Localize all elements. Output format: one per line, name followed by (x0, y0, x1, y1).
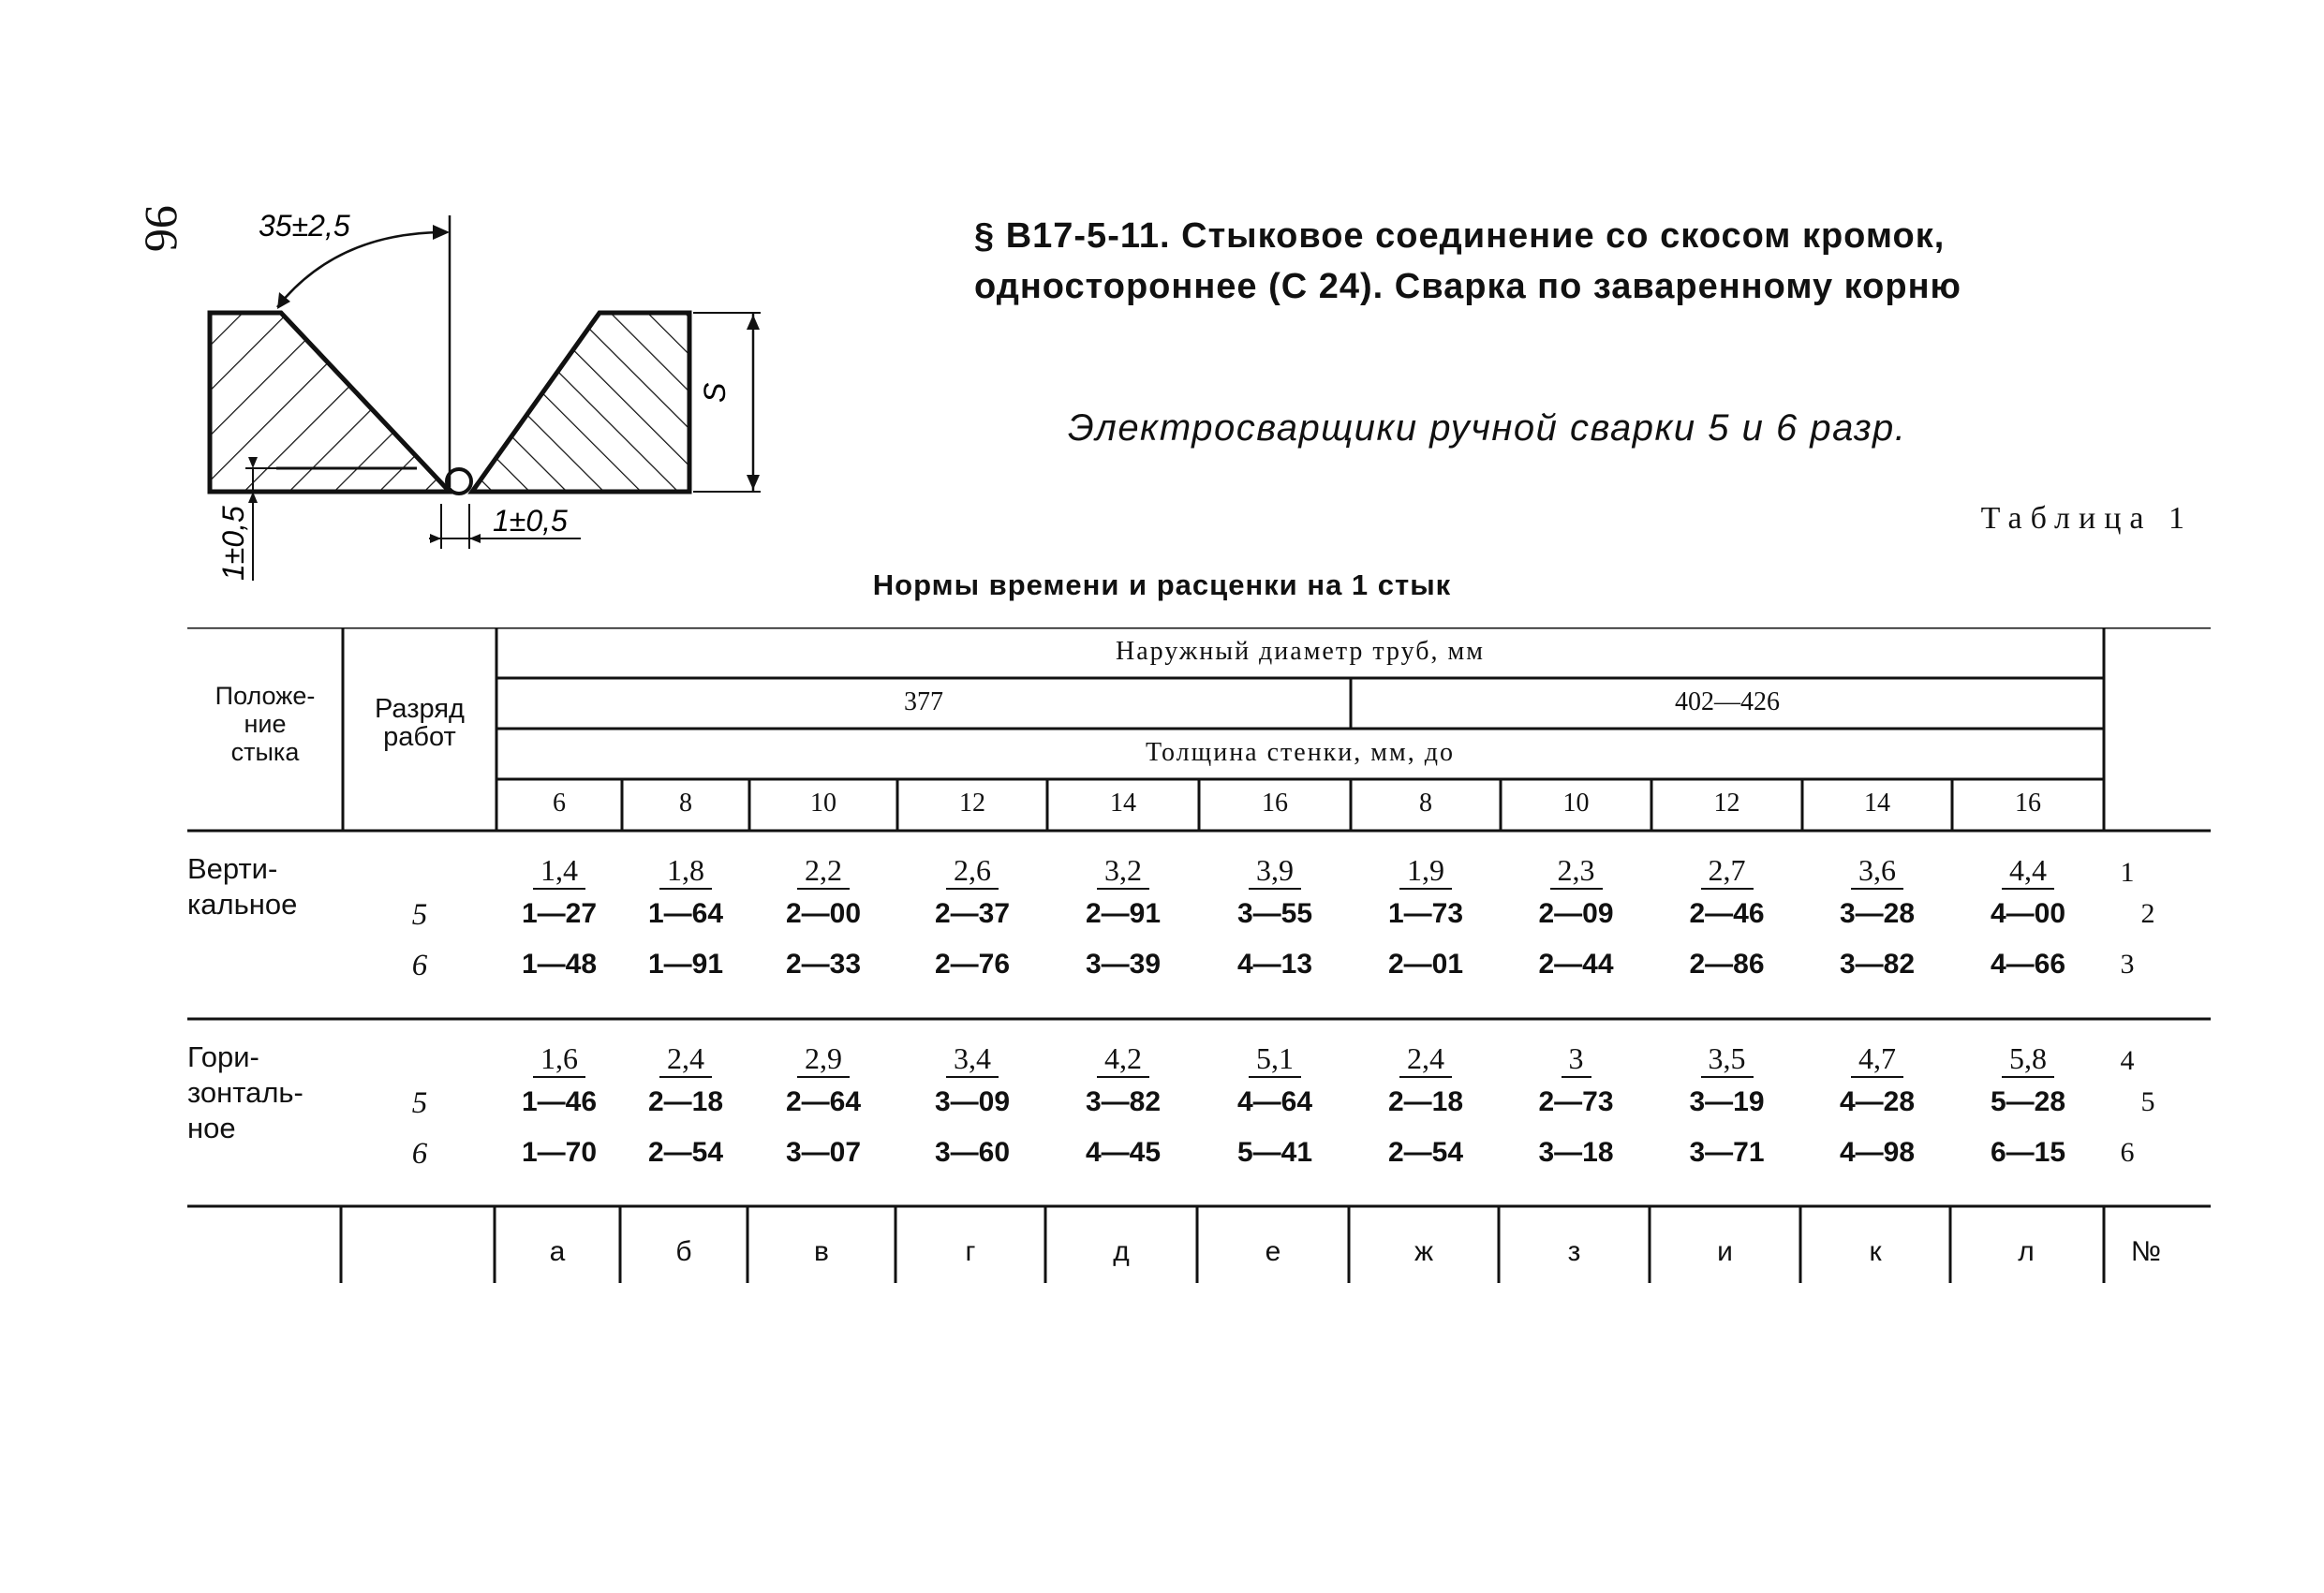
norm-value: 4,7 (1851, 1042, 1903, 1078)
norm-cell (496, 1041, 622, 1078)
price-grade5-cell: 2—37 (934, 898, 1011, 929)
price-grade5-cell: 2—73 (1538, 1086, 1614, 1117)
price-grade6-cell: 1—48 (521, 949, 598, 980)
price-grade6-cell: 2—54 (647, 1137, 724, 1168)
column-letter-6: ж (1414, 1236, 1434, 1267)
norm-value: 2,3 (1550, 854, 1603, 890)
price-grade6-cell: 2—86 (1689, 949, 1765, 980)
grade-5-1: 5 (411, 1086, 428, 1120)
header-diameter: Наружный диаметр труб, мм (1116, 637, 1485, 666)
price-grade5-cell: 2—09 (1538, 898, 1614, 929)
price-grade6-cell: 6—15 (1990, 1137, 2066, 1168)
column-letter-0: а (549, 1236, 566, 1267)
header-grade-l2: работ (383, 722, 456, 752)
right-plate (472, 313, 689, 492)
column-letter-3: г (965, 1236, 976, 1267)
norm-value: 2,2 (797, 854, 850, 890)
norm-cell (1199, 853, 1351, 890)
price-grade5-cell: 4—28 (1839, 1086, 1916, 1117)
price-grade5-cell: 3—82 (1085, 1086, 1162, 1117)
column-letter-10: л (2018, 1236, 2035, 1267)
grade-6-0: 6 (411, 949, 428, 982)
header-position-l3: стыка (230, 738, 300, 766)
norm-cell (749, 853, 897, 890)
norm-cell (749, 1041, 897, 1078)
norm-value: 5,8 (2002, 1042, 2054, 1078)
wall-thickness-9: 14 (1864, 789, 1890, 818)
price-grade6-cell: 3—71 (1689, 1137, 1765, 1168)
norm-value: 1,8 (659, 854, 712, 890)
norm-cell (622, 1041, 749, 1078)
price-grade6-cell: 2—76 (934, 949, 1011, 980)
norm-value: 1,9 (1399, 854, 1452, 890)
thickness-label: S (698, 382, 732, 403)
header-diameter-377: 377 (904, 687, 943, 716)
price-grade5-cell: 1—73 (1387, 898, 1464, 929)
price-grade6-cell: 3—18 (1538, 1137, 1614, 1168)
wall-thickness-6: 8 (1419, 789, 1432, 818)
price-grade5-cell: 1—27 (521, 898, 598, 929)
angle-label: 35±2,5 (259, 209, 350, 243)
wall-thickness-7: 10 (1562, 789, 1590, 818)
norm-cell (1047, 853, 1199, 890)
norm-value: 4,2 (1097, 1042, 1149, 1078)
workers-line: Электросварщики ручной сварки 5 и 6 разр. (1068, 407, 1907, 449)
norm-value: 2,6 (946, 854, 999, 890)
table-caption: Нормы времени и расценки на 1 стык (872, 568, 1452, 601)
table-label: Таблица 1 (1980, 501, 2193, 536)
row-number: 3 (2120, 949, 2135, 980)
norm-cell (1952, 853, 2104, 890)
norm-cell (622, 853, 749, 890)
price-grade6-cell: 2—54 (1387, 1137, 1464, 1168)
section-position-line: Верти- (187, 852, 278, 885)
wall-thickness-8: 12 (1713, 789, 1740, 818)
header-diameter-402-426: 402—426 (1675, 687, 1780, 716)
norm-value: 3,5 (1701, 1042, 1754, 1078)
price-grade6-cell: 5—41 (1236, 1137, 1313, 1168)
joint-drawing (187, 187, 787, 604)
section-position-1 (187, 1040, 303, 1146)
row-number: 2 (2140, 898, 2155, 929)
norm-cell (1199, 1041, 1351, 1078)
norm-value: 4,4 (2002, 854, 2054, 890)
norm-cell (1047, 1041, 1199, 1078)
section-position-line: кальное (187, 888, 298, 921)
norm-value: 5,1 (1249, 1042, 1301, 1078)
norm-value: 3,6 (1851, 854, 1903, 890)
gap-label: 1±0,5 (493, 504, 568, 538)
norm-value: 2,4 (659, 1042, 712, 1078)
price-grade5-cell: 3—28 (1839, 898, 1916, 929)
header-position-l2: ние (244, 710, 287, 738)
section-title (974, 211, 2080, 312)
norm-cell (1802, 1041, 1952, 1078)
wall-thickness-0: 6 (553, 789, 566, 818)
root-label: 1±0,5 (216, 506, 250, 581)
price-grade5-cell: 2—18 (647, 1086, 724, 1117)
section-position-0 (187, 851, 297, 922)
norm-cell (1651, 853, 1802, 890)
price-grade5-cell: 1—64 (647, 898, 724, 929)
price-grade6-cell: 1—70 (521, 1137, 598, 1168)
norm-value: 2,7 (1701, 854, 1754, 890)
price-grade5-cell: 2—91 (1085, 898, 1162, 929)
norm-cell (1802, 853, 1952, 890)
left-plate (210, 313, 450, 492)
header-grade-l1: Разряд (375, 694, 465, 724)
norms-table (187, 627, 2211, 1283)
price-grade6-cell: 3—07 (785, 1137, 862, 1168)
norm-cell (897, 853, 1047, 890)
header-position (187, 682, 343, 766)
norm-value: 2,4 (1399, 1042, 1452, 1078)
wall-thickness-4: 14 (1110, 789, 1136, 818)
price-grade5-cell: 3—55 (1236, 898, 1313, 929)
section-title-line1: § В17-5-11. Стыковое соединение со скосом кромок, (974, 216, 1946, 256)
price-grade6-cell: 2—44 (1538, 949, 1614, 980)
column-letter-9: к (1869, 1236, 1882, 1267)
row-number: 6 (2120, 1137, 2135, 1168)
row-number: 5 (2140, 1086, 2155, 1117)
column-letter-8: и (1717, 1236, 1733, 1267)
norm-value: 3,4 (946, 1042, 999, 1078)
price-grade5-cell: 2—64 (785, 1086, 862, 1117)
joint-drawing-svg (187, 187, 787, 599)
price-grade6-cell: 2—33 (785, 949, 862, 980)
wall-thickness-1: 8 (679, 789, 692, 818)
column-letter-4: д (1113, 1236, 1130, 1267)
column-letter-2: в (814, 1236, 829, 1267)
header-grade (343, 695, 496, 751)
price-grade5-cell: 4—64 (1236, 1086, 1313, 1117)
section-position-line: ное (187, 1112, 236, 1144)
price-grade6-cell: 2—01 (1387, 949, 1464, 980)
section-position-line: зонталь- (187, 1076, 303, 1109)
norm-cell (1501, 853, 1651, 890)
norm-value: 1,6 (533, 1042, 585, 1078)
price-grade5-cell: 2—46 (1689, 898, 1765, 929)
header-position-l1: Положе- (215, 682, 316, 710)
wall-thickness-3: 12 (959, 789, 985, 818)
grade-6-1: 6 (411, 1137, 428, 1171)
price-grade5-cell: 2—18 (1387, 1086, 1464, 1117)
norm-cell (1501, 1041, 1651, 1078)
column-letter-5: е (1265, 1236, 1281, 1267)
norm-cell (1351, 853, 1501, 890)
wall-thickness-10: 16 (2015, 789, 2041, 818)
price-grade6-cell: 4—13 (1236, 949, 1313, 980)
price-grade6-cell: 1—91 (647, 949, 724, 980)
norm-cell (1351, 1041, 1501, 1078)
norm-value: 2,9 (797, 1042, 850, 1078)
grade-5-0: 5 (411, 898, 428, 932)
price-grade5-cell: 5—28 (1990, 1086, 2066, 1117)
price-grade6-cell: 3—60 (934, 1137, 1011, 1168)
norm-value: 1,4 (533, 854, 585, 890)
row-number: 1 (2120, 857, 2135, 888)
price-grade6-cell: 3—82 (1839, 949, 1916, 980)
price-grade6-cell: 4—45 (1085, 1137, 1162, 1168)
header-wall: Толщина стенки, мм, до (1146, 738, 1455, 767)
row-number: 4 (2120, 1045, 2135, 1076)
price-grade6-cell: 3—39 (1085, 949, 1162, 980)
norm-cell (496, 853, 622, 890)
page-number: 96 (136, 205, 188, 252)
price-grade6-cell: 4—98 (1839, 1137, 1916, 1168)
norm-cell (897, 1041, 1047, 1078)
column-letter-7: з (1567, 1236, 1581, 1267)
norm-cell (1952, 1041, 2104, 1078)
norm-value: 3,2 (1097, 854, 1149, 890)
wall-thickness-5: 16 (1262, 789, 1288, 818)
price-grade5-cell: 3—09 (934, 1086, 1011, 1117)
price-grade5-cell: 4—00 (1990, 898, 2066, 929)
price-grade6-cell: 4—66 (1990, 949, 2066, 980)
section-title-line2: одностороннее (С 24). Сварка по заваренному корню (974, 267, 1961, 306)
norm-value: 3 (1562, 1042, 1591, 1078)
wall-thickness-2: 10 (810, 789, 836, 818)
section-position-line: Гори- (187, 1040, 259, 1073)
number-header: № (2130, 1236, 2162, 1267)
price-grade5-cell: 2—00 (785, 898, 862, 929)
norm-cell (1651, 1041, 1802, 1078)
norm-value: 3,9 (1249, 854, 1301, 890)
column-letter-1: б (675, 1236, 692, 1267)
price-grade5-cell: 3—19 (1689, 1086, 1765, 1117)
price-grade5-cell: 1—46 (521, 1086, 598, 1117)
